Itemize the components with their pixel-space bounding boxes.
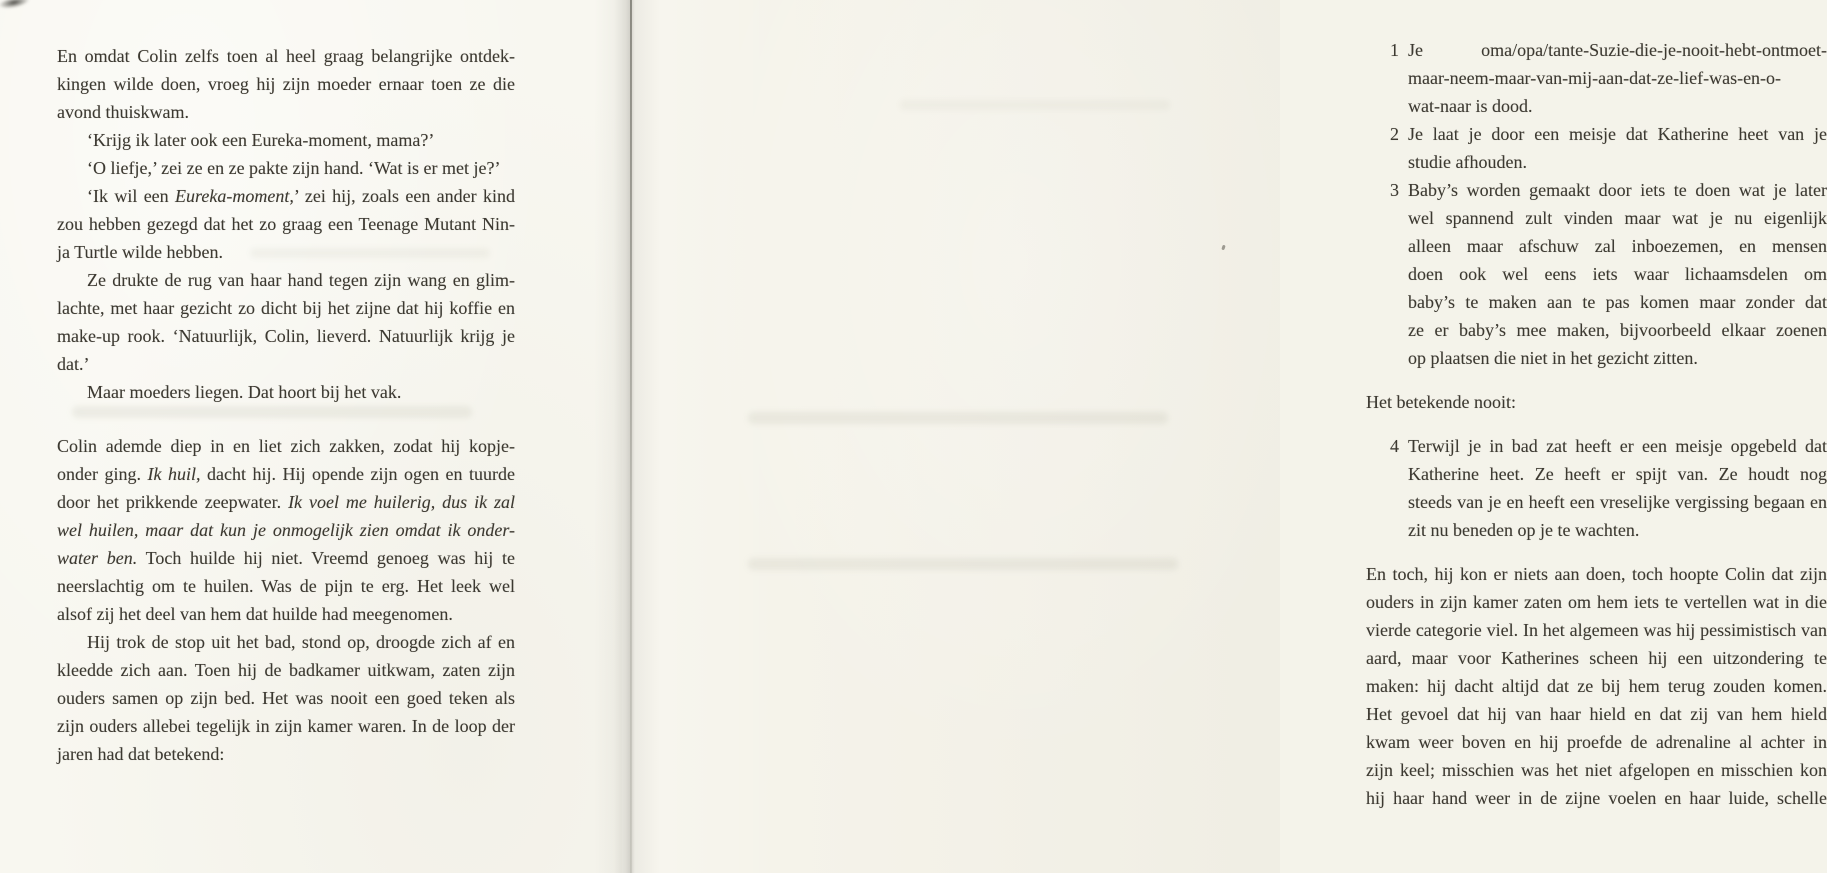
- text-segment: doen ook wel eens iets waar lichaamsdelen om: [1408, 264, 1827, 284]
- text-line: [1408, 120, 1827, 148]
- text-line: [57, 294, 515, 322]
- text-line: [57, 42, 515, 70]
- text-segment: make-up rook. ‘Natuurlijk, Colin, lieverd. Natuurlijk krijg je: [57, 326, 515, 346]
- text-line: [1408, 488, 1827, 516]
- paragraph: [1366, 560, 1827, 812]
- text-segment: zijn ouders allebei tegelijk in zijn kamer waren. In de loop der: [57, 716, 515, 736]
- text-segment: alsof zij het deel van hem dat huilde had meegenomen.: [57, 604, 453, 624]
- text-segment: vierde categorie viel. In het algemeen was hij pessimistisch van: [1366, 620, 1827, 640]
- numbered-list-item: [1366, 432, 1827, 544]
- text-line: [57, 322, 515, 350]
- text-line: [1408, 260, 1827, 288]
- text-line: [1408, 176, 1827, 204]
- text-line: [57, 154, 515, 182]
- text-segment: aard, maar voor Katherines scheen hij een uitzondering te: [1366, 648, 1827, 668]
- numbered-list-item: [1366, 120, 1827, 176]
- text-segment: maken: hij dacht altijd dat ze bij hem terug zouden komen.: [1366, 676, 1827, 696]
- text-line: [1408, 232, 1827, 260]
- text-segment: Je oma/opa/tante-Suzie-die-je-nooit-hebt-ontmoet-: [1408, 40, 1827, 60]
- paragraph: [57, 378, 515, 406]
- text-segment: kingen wilde doen, vroeg hij zijn moeder ernaar toen ze die: [57, 74, 515, 94]
- text-line: [57, 712, 515, 740]
- text-line: [1366, 588, 1827, 616]
- text-line: [1366, 728, 1827, 756]
- text-line: [1366, 672, 1827, 700]
- text-line: [57, 656, 515, 684]
- italic-text-segment: Ik voel me huilerig, dus ik zal: [288, 492, 515, 512]
- book-page-left: [0, 0, 622, 873]
- text-segment: wel spannend zult vinden maar wat je nu eigenlijk: [1408, 208, 1827, 228]
- text-segment: lachte, met haar gezicht zo dicht bij het zijne dat hij koffie en: [57, 298, 515, 318]
- text-segment: alleen maar afschuw zal inboezemen, en mensen: [1408, 236, 1827, 256]
- paragraph: [57, 432, 515, 628]
- text-line: [1366, 560, 1827, 588]
- text-segment: Het gevoel dat hij van haar hield en dat zij van hem hield: [1366, 704, 1827, 724]
- text-line: [57, 516, 515, 544]
- text-line: [57, 488, 515, 516]
- text-segment: maar-neem-maar-van-mij-aan-dat-ze-lief-was-en-o-: [1408, 68, 1782, 88]
- text-segment: zou hebben gezegd dat het zo graag een Teenage Mutant Nin-: [57, 214, 515, 234]
- text-line: [57, 182, 515, 210]
- text-segment: ouders in zijn kamer zaten om hem iets te vertellen wat in die: [1366, 592, 1827, 612]
- text-line: [57, 126, 515, 154]
- text-segment: dacht hij. Hij opende zijn ogen en tuurde: [200, 464, 515, 484]
- italic-text-segment: wel huilen, maar dat kun je onmogelijk zien omdat ik onder-: [57, 520, 515, 540]
- text-segment: hij haar hand weer in de zijne voelen en haar luide, schelle: [1366, 788, 1827, 808]
- text-line: [57, 572, 515, 600]
- text-line: [57, 544, 515, 572]
- text-line: [57, 266, 515, 294]
- text-segment: kleedde zich aan. Toen hij de badkamer uitkwam, zaten zijn: [57, 660, 515, 680]
- text-segment: studie afhouden.: [1408, 152, 1527, 172]
- text-line: [1408, 460, 1827, 488]
- text-segment: op plaatsen die niet in het gezicht zitten.: [1408, 348, 1698, 368]
- paragraph: [57, 42, 515, 126]
- text-segment: Het betekende nooit:: [1366, 392, 1516, 412]
- italic-text-segment: water ben.: [57, 548, 138, 568]
- text-segment: zijn keel; misschien was het niet afgelopen en misschien kon: [1366, 760, 1827, 780]
- text-segment: Katherine heet. Ze heeft er spijt van. Ze houdt nog: [1408, 464, 1827, 484]
- text-line: [57, 460, 515, 488]
- text-segment: ‘Krijg ik later ook een Eureka-moment, mama?’: [87, 130, 435, 150]
- text-line: [1408, 432, 1827, 460]
- text-line: [57, 210, 515, 238]
- text-segment: dat.’: [57, 354, 90, 374]
- text-line: [57, 600, 515, 628]
- book-page-right: [622, 0, 1827, 873]
- text-segment: steeds van je en heeft een vreselijke vergissing begaan en: [1408, 492, 1827, 512]
- text-line: [1408, 288, 1827, 316]
- text-segment: Baby’s worden gemaakt door iets te doen wat je later: [1408, 180, 1827, 200]
- list-item-number: 3: [1390, 180, 1399, 200]
- text-line: [1408, 316, 1827, 344]
- list-item-body: [1408, 120, 1827, 176]
- paragraph: [57, 154, 515, 182]
- text-line: [1366, 388, 1827, 416]
- list-item-number: 1: [1390, 40, 1399, 60]
- text-segment: ja Turtle wilde hebben.: [57, 242, 223, 262]
- left-page-text-column: [57, 42, 515, 768]
- paragraph: [57, 628, 515, 768]
- text-line: [1366, 616, 1827, 644]
- italic-text-segment: Eureka-moment,: [175, 186, 294, 206]
- text-segment: ‘O liefje,’ zei ze en ze pakte zijn hand. ‘Wat is er met je?’: [87, 158, 501, 178]
- text-line: [1366, 644, 1827, 672]
- text-segment: Ze drukte de rug van haar hand tegen zijn wang en glim-: [87, 270, 515, 290]
- text-segment: onder ging.: [57, 464, 148, 484]
- text-line: [1366, 700, 1827, 728]
- text-segment: door het prikkende zeepwater.: [57, 492, 289, 512]
- text-segment: Maar moeders liegen. Dat hoort bij het vak.: [87, 382, 402, 402]
- text-segment: avond thuiskwam.: [57, 102, 189, 122]
- text-segment: zit nu beneden op je te wachten.: [1408, 520, 1640, 540]
- text-segment: neerslachtig om te huilen. Was de pijn te erg. Het leek wel: [57, 576, 515, 596]
- text-segment: En toch, hij kon er niets aan doen, toch hoopte Colin dat zijn: [1366, 564, 1827, 584]
- text-segment: Terwijl je in bad zat heeft er een meisje opgebeld dat: [1408, 436, 1827, 456]
- text-segment: ouders samen op zijn bed. Het was nooit een goed teken als: [57, 688, 515, 708]
- text-segment: baby’s te maken aan te pas komen maar zonder dat: [1408, 292, 1827, 312]
- text-segment: kwam weer boven en hij proefde de adrenaline al achter in: [1366, 732, 1827, 752]
- paragraph: [1366, 388, 1827, 416]
- text-segment: wat-naar is dood.: [1408, 96, 1533, 116]
- text-line: [57, 684, 515, 712]
- paragraph: [57, 126, 515, 154]
- italic-text-segment: Ik huil,: [147, 464, 201, 484]
- right-page-text-column: [1366, 36, 1827, 812]
- list-item-number: 2: [1390, 124, 1399, 144]
- text-segment: Colin ademde diep in en liet zich zakken, zodat hij kopje-: [57, 436, 515, 456]
- list-item-number: 4: [1390, 436, 1399, 456]
- text-segment: Hij trok de stop uit het bad, stond op, droogde zich af en: [87, 632, 515, 652]
- text-segment: ze er baby’s mee maken, bijvoorbeeld elkaar zoenen: [1408, 320, 1827, 340]
- numbered-list-item: [1366, 36, 1827, 120]
- text-line: [1408, 64, 1827, 92]
- text-segment: En omdat Colin zelfs toen al heel graag belangrijke ontdek-: [57, 46, 515, 66]
- text-line: [57, 628, 515, 656]
- paragraph: [57, 266, 515, 378]
- list-item-body: [1408, 36, 1827, 120]
- text-segment: Je laat je door een meisje dat Katherine heet van je: [1408, 124, 1827, 144]
- numbered-list-item: [1366, 176, 1827, 372]
- text-segment: jaren had dat betekend:: [57, 744, 225, 764]
- text-segment: ‘Ik wil een: [87, 186, 176, 206]
- text-segment: ’ zei hij, zoals een ander kind: [293, 186, 516, 206]
- text-line: [57, 70, 515, 98]
- list-item-body: [1408, 176, 1827, 372]
- paragraph: [57, 182, 515, 266]
- text-line: [1366, 784, 1827, 812]
- text-line: [1408, 204, 1827, 232]
- text-line: [1408, 36, 1827, 64]
- text-line: [57, 378, 515, 406]
- text-line: [57, 432, 515, 460]
- text-line: [1366, 756, 1827, 784]
- list-item-body: [1408, 432, 1827, 544]
- text-segment: Toch huilde hij niet. Vreemd genoeg was hij te: [137, 548, 515, 568]
